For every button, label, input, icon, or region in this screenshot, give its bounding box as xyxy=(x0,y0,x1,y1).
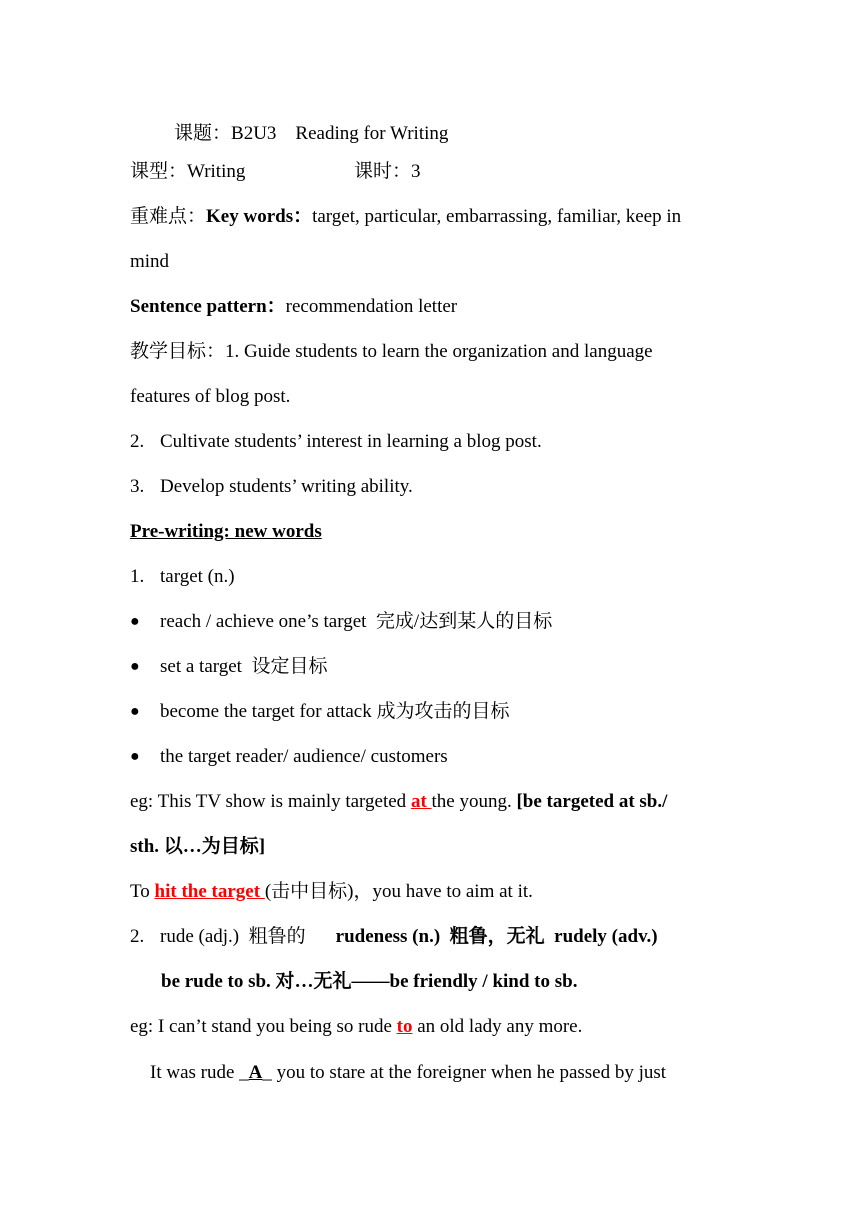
type-label: 课型： xyxy=(130,161,188,182)
word-1: target (n.) xyxy=(160,566,235,587)
example-2-pre: eg: I can’t stand you being so rude xyxy=(130,1016,397,1037)
key-words-line xyxy=(130,205,681,229)
example-1-answer: at xyxy=(410,791,432,812)
example-2-line xyxy=(130,1015,582,1039)
topic-value: B2U3 Reading for Writing xyxy=(231,123,449,144)
word-2: rude (adj.) 粗鲁的 xyxy=(160,926,306,947)
objective-1-cont: features of blog post. xyxy=(130,386,291,407)
type-value: Writing xyxy=(187,161,246,182)
example-2-answer: to xyxy=(396,1016,413,1037)
objectives-line xyxy=(130,340,653,364)
topic-line xyxy=(174,122,448,146)
objective-3-num: 3. xyxy=(130,476,145,497)
hit-target-pre: To xyxy=(130,881,155,902)
bullet-item xyxy=(130,745,448,770)
objective-1: 1. Guide students to learn the organization and language xyxy=(225,341,653,362)
hit-target-phrase: hit the target xyxy=(154,881,265,902)
example-3-line xyxy=(150,1061,666,1085)
sentence-pattern-line xyxy=(130,295,457,319)
example-1-note: [be targeted at sb./ xyxy=(516,791,668,812)
key-points-label: 重难点： xyxy=(130,206,207,227)
period-line xyxy=(354,160,421,184)
example-3-post: _ you to stare at the foreigner when he passed by just xyxy=(262,1062,667,1083)
bullet-icon: ● xyxy=(130,613,140,630)
keywords-value: target, particular, embarrassing, familiar, keep in xyxy=(312,206,682,227)
example-1-note-cont: sth. 以…为目标] xyxy=(130,836,266,857)
word-1-line xyxy=(130,565,235,589)
word-1-num: 1. xyxy=(130,566,145,587)
objectives-label: 教学目标： xyxy=(130,341,226,362)
objective-2-line xyxy=(130,430,542,454)
period-label: 课时： xyxy=(354,161,412,182)
example-1-post: the young. xyxy=(431,791,517,812)
bullet-text: become the target for attack 成为攻击的目标 xyxy=(160,701,510,722)
bullet-item xyxy=(130,610,552,635)
example-1-pre: eg: This TV show is mainly targeted xyxy=(130,791,411,812)
bullet-text: reach / achieve one’s target 完成/达到某人的目标 xyxy=(160,611,553,632)
example-3-pre: It was rude _ xyxy=(150,1062,249,1083)
objective-3-line xyxy=(130,475,413,499)
type-line xyxy=(130,160,245,184)
rude-phrase: be rude to sb. 对…无礼——be friendly / kind to sb. xyxy=(161,971,578,992)
word-2-forms: rudeness (n.) 粗鲁，无礼 rudely (adv.) xyxy=(335,926,658,947)
prewriting-heading: Pre-writing: new words xyxy=(130,521,322,542)
bullet-icon: ● xyxy=(130,748,140,765)
keywords-cont: mind xyxy=(130,251,170,272)
objective-2: Cultivate students’ interest in learning a blog post. xyxy=(160,431,542,452)
example-2-post: an old lady any more. xyxy=(412,1016,583,1037)
objective-3: Develop students’ writing ability. xyxy=(160,476,413,497)
example-3-answer: A xyxy=(248,1062,263,1083)
keywords-label: Key words： xyxy=(206,206,313,227)
hit-target-line xyxy=(130,880,533,904)
word-2-line xyxy=(130,925,658,949)
bullet-item xyxy=(130,655,327,680)
key-words-cont xyxy=(130,250,169,274)
bullet-text: the target reader/ audience/ customers xyxy=(160,746,448,767)
period-value: 3 xyxy=(411,161,421,182)
sentence-value: recommendation letter xyxy=(285,296,458,317)
bullet-icon: ● xyxy=(130,703,140,720)
sentence-label: Sentence pattern： xyxy=(130,296,286,317)
example-1-line xyxy=(130,790,667,814)
objectives-line-cont xyxy=(130,385,290,409)
bullet-text: set a target 设定目标 xyxy=(160,656,328,677)
hit-target-post: (击中目标)，you have to aim at it. xyxy=(264,881,533,902)
bullet-item xyxy=(130,700,509,725)
objective-2-num: 2. xyxy=(130,431,145,452)
bullet-icon: ● xyxy=(130,658,140,675)
word-2-num: 2. xyxy=(130,926,145,947)
topic-label: 课题： xyxy=(174,123,232,144)
